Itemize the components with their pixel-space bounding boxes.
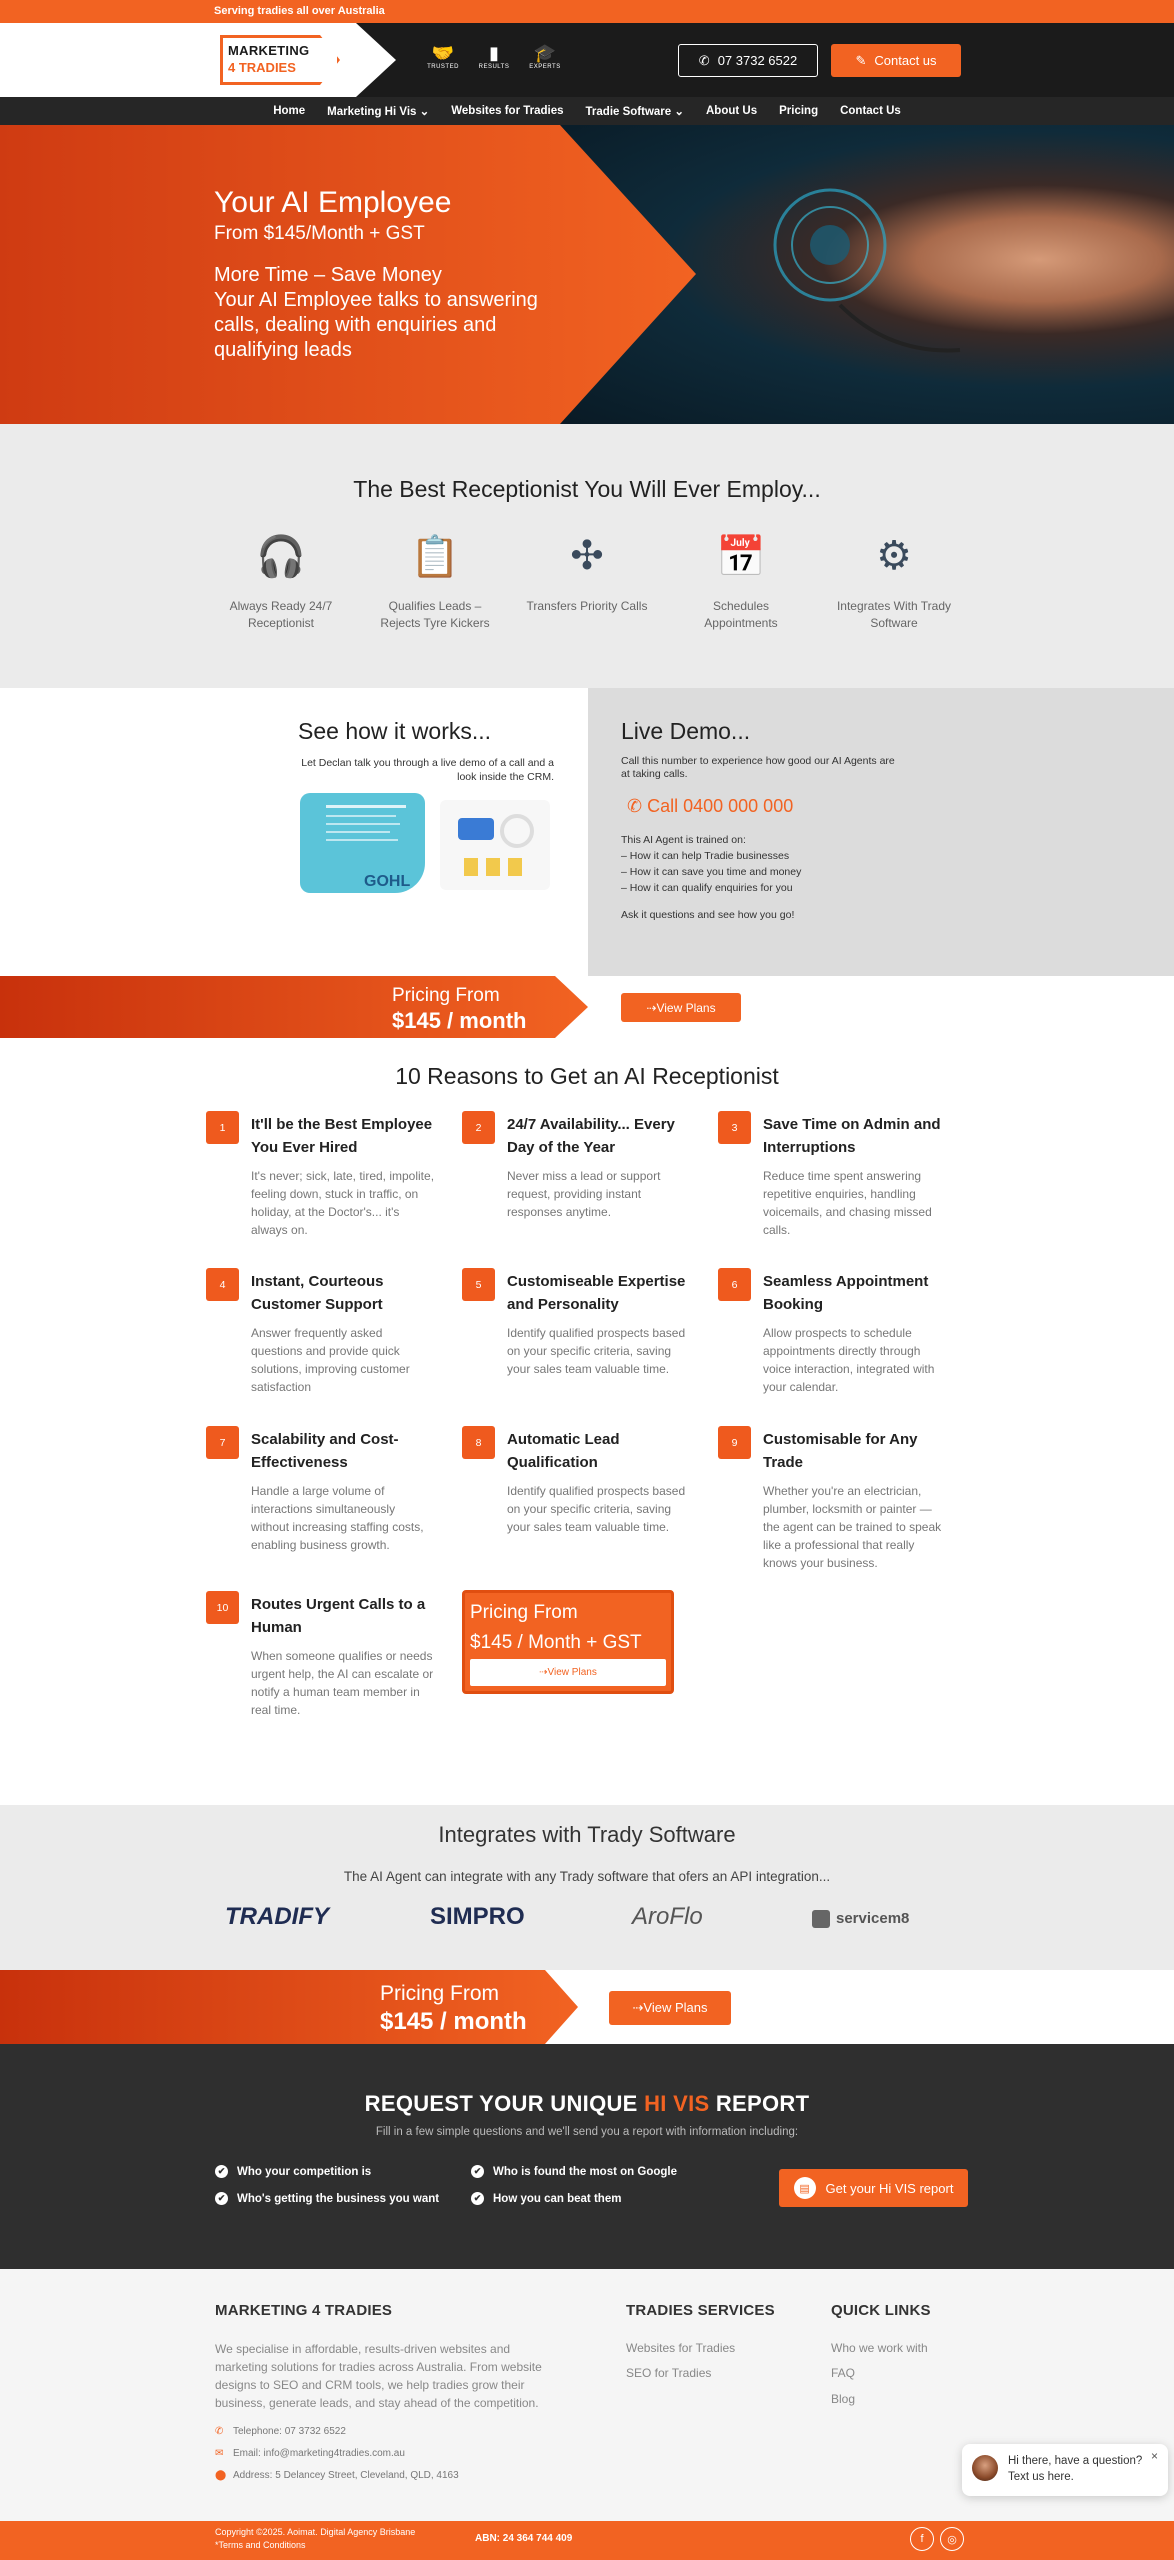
chat-avatar — [972, 2455, 998, 2481]
integrations-title: Integrates with Trady Software — [438, 1822, 736, 1847]
chat-message[interactable]: Hi there, have a question? Text us here. — [1008, 2455, 1143, 2483]
feature-qualifies: 📋 Qualifies Leads – Rejects Tyre Kickers — [370, 528, 500, 632]
how-title: See how it works... — [298, 718, 492, 744]
gohl-logo: GOHL — [364, 873, 411, 890]
location-pin-icon: ⬤ — [215, 2470, 227, 2481]
footer-link-who-we-work-with[interactable]: Who we work with — [831, 2341, 928, 2355]
hero-line2: Your AI Employee talks to answering calls, dealing with enquiries and qualifying leads — [214, 289, 538, 361]
contact-label: Contact us — [874, 53, 937, 68]
servicem8-icon — [812, 1910, 830, 1928]
phone-icon: ✆ — [627, 796, 648, 816]
check-icon: ✔ — [471, 2192, 484, 2205]
check-icon: ✔ — [215, 2192, 228, 2205]
footer-link-websites[interactable]: Websites for Tradies — [626, 2341, 736, 2355]
hero-subtitle: From $145/Month + GST — [214, 223, 425, 244]
demo-video-thumbnail[interactable] — [300, 793, 425, 893]
crm-preview-image — [440, 800, 550, 890]
live-demo-call-link[interactable]: ✆ Call 0400 000 000 — [627, 796, 794, 816]
bottom-bar — [0, 2521, 1174, 2560]
chat-close-icon[interactable]: × — [1151, 2449, 1159, 2463]
report-check-item: ✔ How you can beat them — [471, 2192, 621, 2205]
get-hi-vis-report-button[interactable]: ▤ Get your Hi VIS report — [779, 2169, 968, 2207]
feature-integrates: ⚙ Integrates With Trady Software — [829, 528, 959, 632]
footer-link-faq[interactable]: FAQ — [831, 2366, 856, 2380]
footer-telephone[interactable]: ✆ Telephone: 07 3732 6522 — [215, 2426, 346, 2437]
feature-transfers: ✣ Transfers Priority Calls — [522, 528, 652, 615]
servicem8-logo: servicem8 — [812, 1910, 909, 1928]
aroflo-logo: AroFlo — [632, 1903, 703, 1930]
view-plans-button[interactable]: ⇢View Plans — [621, 993, 741, 1022]
check-icon: ✔ — [215, 2165, 228, 2178]
hero-title: Your AI Employee — [214, 186, 452, 219]
logo-line1: MARKETING — [228, 43, 310, 58]
nav-websites[interactable]: Websites for Tradies — [451, 105, 564, 117]
pricing-text: Pricing From $145 / month — [392, 985, 527, 1033]
graduation-cap-icon: 🎓 EXPERTS — [529, 43, 561, 70]
facebook-icon[interactable]: f — [910, 2527, 934, 2551]
footer-company-title: MARKETING 4 TRADIES — [215, 2302, 393, 2319]
headset-icon: 🎧 — [256, 534, 306, 579]
live-demo-title: Live Demo... — [621, 718, 751, 744]
chart-icon: ▮ RESULTS — [478, 43, 510, 70]
contact-button[interactable] — [831, 44, 961, 77]
top-banner: Serving tradies all over Australia — [0, 0, 1174, 23]
report-title: REQUEST YOUR UNIQUE HI VIS REPORT — [364, 2091, 810, 2116]
hi-vis-report-section — [0, 2044, 1174, 2269]
simpro-logo: SIMPRO — [430, 1903, 525, 1930]
report-subtitle: Fill in a few simple questions and we'll send you a report with information including: — [375, 2126, 799, 2138]
nav-tradie-software[interactable]: Tradie Software ⌄ — [585, 106, 684, 118]
view-plans-button-2[interactable]: ⇢View Plans — [609, 1991, 731, 2025]
phone-number: 07 3732 6522 — [717, 53, 798, 68]
report-check-item: ✔ Who is found the most on Google — [471, 2165, 677, 2178]
footer-email[interactable]: ✉ Email: info@marketing4tradies.com.au — [215, 2448, 405, 2459]
footer-address: ⬤ Address: 5 Delancey Street, Cleveland, QLD, 4163 — [215, 2470, 459, 2481]
check-icon: ✔ — [471, 2165, 484, 2178]
network-transfer-icon: ✣ — [570, 534, 604, 578]
edit-icon: ✎ — [855, 52, 867, 68]
nav-marketing-hi-vis[interactable]: Marketing Hi Vis ⌄ — [327, 106, 430, 118]
phone-button[interactable] — [678, 44, 818, 77]
checklist-icon: 📋 — [410, 534, 460, 579]
email-icon: ✉ — [215, 2448, 224, 2459]
nav-home[interactable]: Home — [273, 105, 306, 117]
footer-link-seo[interactable]: SEO for Tradies — [626, 2366, 712, 2380]
hero-line1: More Time – Save Money — [214, 264, 442, 286]
tradify-logo: TRADIFY — [225, 1903, 329, 1930]
reasons-title: 10 Reasons to Get an AI Receptionist — [395, 1063, 779, 1089]
handshake-icon: 🤝 TRUSTED — [427, 43, 459, 70]
phone-icon: ✆ — [215, 2426, 224, 2437]
integrations-subtitle: The AI Agent can integrate with any Trady software that ofers an API integration... — [343, 1869, 831, 1884]
logo-line2: 4 TRADIES — [228, 60, 296, 75]
footer-services-title: TRADIES SERVICES — [626, 2302, 775, 2319]
main-nav — [0, 97, 1174, 125]
promo-line1: Pricing From — [470, 1602, 578, 1623]
hero-text — [214, 263, 554, 363]
promo-view-plans-button[interactable]: ⇢View Plans — [470, 1659, 666, 1686]
phone-icon: ✆ — [698, 52, 710, 68]
features-title: The Best Receptionist You Will Ever Employ... — [353, 476, 821, 502]
report-check-item: ✔ Who your competition is — [215, 2165, 371, 2178]
calendar-icon: 📅 — [716, 534, 766, 579]
nav-pricing[interactable]: Pricing — [779, 105, 819, 117]
feature-247: 🎧 Always Ready 24/7 Receptionist — [216, 528, 346, 632]
report-icon: ▤ — [794, 2177, 816, 2199]
live-demo-desc: Call this number to experience how good our AI Agents are at taking calls. — [621, 755, 895, 780]
gears-icon: ⚙ — [876, 534, 912, 578]
instagram-icon[interactable]: ◎ — [940, 2527, 964, 2551]
live-demo-list: This AI Agent is trained on: – How it can help Tradie businesses – How it can save you time and money – How it can qualify enquiries for you Ask it questions and see how you go! — [621, 834, 802, 921]
footer-quick-links-title: QUICK LINKS — [831, 2302, 931, 2319]
footer-link-blog[interactable]: Blog — [831, 2392, 856, 2406]
nav-about[interactable]: About Us — [706, 105, 758, 117]
abn: ABN: 24 364 744 409 — [475, 2533, 573, 2544]
report-check-item: ✔ Who's getting the business you want — [215, 2192, 439, 2205]
how-subtitle: Let Declan talk you through a live demo of a call and a look inside the CRM. — [301, 757, 554, 783]
promo-line2: $145 / Month + GST — [470, 1632, 642, 1653]
footer-about: We specialise in affordable, results-driven websites and marketing solutions for tradies across Australia. From website designs to SEO and CRM tools, we help tradies grow their business, generate leads, and stay ahead of the competition. — [215, 2342, 542, 2410]
pricing-text-2: Pricing From $145 / month — [380, 1982, 527, 2035]
copyright: Copyright ©2025. Aoimat. Digital Agency Brisbane *Terms and Conditions — [215, 2527, 416, 2550]
feature-schedules: 📅 Schedules Appointments — [676, 528, 806, 632]
terms-link[interactable]: *Terms and Conditions — [215, 2540, 306, 2550]
nav-contact[interactable]: Contact Us — [840, 105, 901, 117]
